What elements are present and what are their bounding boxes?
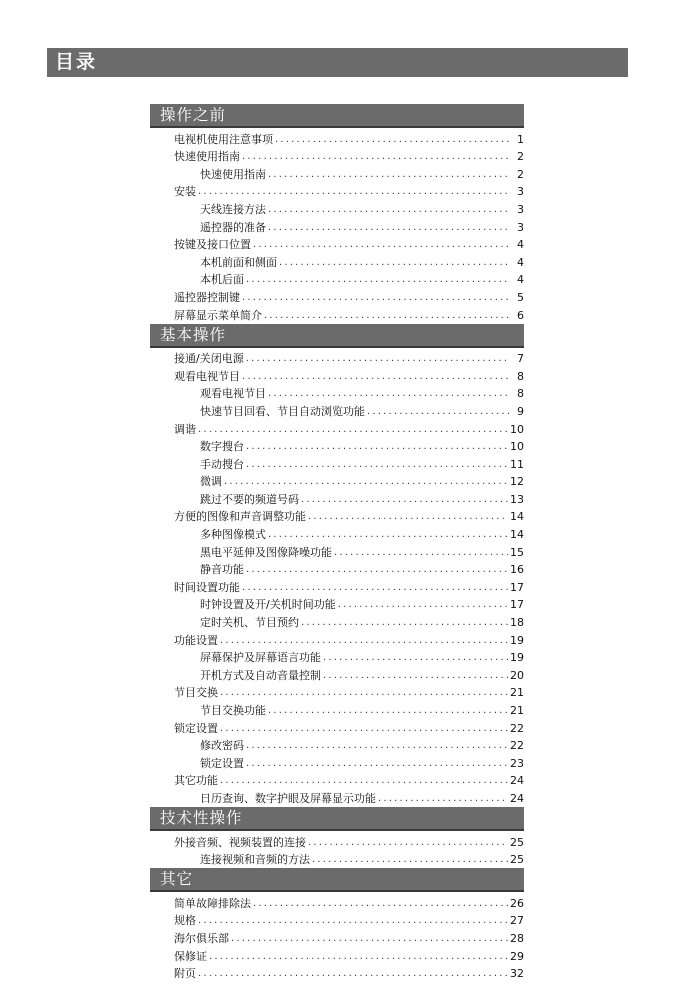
- entry-title: 多种图像模式: [200, 528, 266, 542]
- toc-entry[interactable]: [150, 288, 524, 306]
- page-number: 17: [510, 580, 524, 594]
- entry-title: 按键及接口位置: [174, 238, 251, 252]
- entry-title: 日历查询、数字护眼及屏幕显示功能: [200, 791, 376, 805]
- entry-title: 附页: [174, 967, 196, 981]
- toc-entry[interactable]: [150, 649, 524, 667]
- entry-title: 天线连接方法: [200, 202, 266, 216]
- page-number: 24: [510, 774, 524, 788]
- dot-leader: [198, 912, 508, 929]
- toc-entry[interactable]: [150, 525, 524, 543]
- section-heading: 基本操作: [150, 324, 524, 348]
- dot-leader: [308, 508, 508, 525]
- toc-entry[interactable]: [150, 367, 524, 385]
- entry-title: 本机前面和侧面: [200, 255, 277, 269]
- dot-leader: [323, 649, 508, 666]
- page-number: 18: [510, 616, 524, 630]
- page-number: 3: [517, 220, 524, 234]
- entry-title: 快速使用指南: [200, 167, 266, 181]
- entry-title: 修改密码: [200, 739, 244, 753]
- dot-leader: [220, 684, 508, 701]
- page-number: 10: [510, 440, 524, 454]
- toc-entry[interactable]: [150, 833, 524, 851]
- entry-title: 微调: [200, 475, 222, 489]
- page-number: 7: [517, 352, 524, 366]
- dot-leader: [242, 148, 510, 165]
- toc-entry[interactable]: [150, 420, 524, 438]
- page-number: 25: [510, 835, 524, 849]
- entry-title: 保修证: [174, 949, 207, 963]
- page-number: 12: [510, 475, 524, 489]
- toc-entry[interactable]: [150, 402, 524, 420]
- section-heading: 操作之前: [150, 104, 524, 128]
- dot-leader: [308, 834, 508, 851]
- dot-leader: [253, 236, 510, 253]
- toc-entry[interactable]: [150, 912, 524, 930]
- entry-title: 方便的图像和声音调整功能: [174, 510, 306, 524]
- toc-entry[interactable]: [150, 561, 524, 579]
- page-number: 9: [517, 404, 524, 418]
- entry-title: 遥控器的准备: [200, 220, 266, 234]
- entry-title: 本机后面: [200, 273, 244, 287]
- page-number: 1: [517, 132, 524, 146]
- page-number: 15: [510, 545, 524, 559]
- page-number: 3: [517, 202, 524, 216]
- entry-title: 节目交换功能: [200, 704, 266, 717]
- page-number: 2: [517, 167, 524, 181]
- toc-entry[interactable]: [150, 130, 524, 148]
- toc-entry[interactable]: [150, 183, 524, 201]
- page-number: 4: [517, 255, 524, 269]
- toc-entry[interactable]: [150, 631, 524, 649]
- toc-entry[interactable]: [150, 772, 524, 790]
- dot-leader: [198, 183, 510, 200]
- page-number: 14: [510, 528, 524, 542]
- dot-leader: [264, 307, 510, 324]
- entry-title: 开机方式及自动音量控制: [200, 668, 321, 682]
- entry-title: 海尔俱乐部: [174, 931, 229, 945]
- entry-title: 时钟设置及开/关机时间功能: [200, 598, 336, 612]
- dot-leader: [268, 526, 508, 543]
- entry-title: 遥控器控制键: [174, 290, 240, 304]
- entry-title: 接通/关闭电源: [174, 352, 244, 366]
- page-number: 27: [510, 914, 524, 928]
- entry-title: 屏幕显示菜单简介: [174, 308, 262, 322]
- toc-entry[interactable]: [150, 684, 524, 702]
- entry-title: 锁定设置: [174, 721, 218, 735]
- toc-entry[interactable]: [150, 490, 524, 508]
- toc-entry[interactable]: [150, 455, 524, 473]
- toc-entry[interactable]: [150, 578, 524, 596]
- page-number: 21: [510, 704, 524, 717]
- page-number: 11: [510, 457, 524, 471]
- entry-title: 调谐: [174, 422, 196, 436]
- dot-leader: [338, 596, 508, 613]
- entry-title: 屏幕保护及屏幕语言功能: [200, 651, 321, 665]
- entry-title: 快速节目回看、节目自动浏览功能: [200, 404, 365, 418]
- dot-leader: [367, 403, 510, 420]
- dot-leader: [253, 895, 508, 912]
- page-number: 22: [510, 739, 524, 753]
- toc-entry[interactable]: [150, 271, 524, 289]
- toc-section: [150, 104, 524, 324]
- page-number: 21: [510, 686, 524, 700]
- toc-entry[interactable]: [150, 666, 524, 684]
- dot-leader: [312, 851, 508, 868]
- page-title: 目录: [47, 48, 628, 77]
- entry-title: 规格: [174, 914, 196, 928]
- table-of-contents: [150, 104, 524, 982]
- dot-leader: [246, 561, 508, 578]
- page-number: 8: [517, 387, 524, 401]
- dot-leader: [209, 948, 508, 965]
- toc-entry[interactable]: [150, 789, 524, 807]
- dot-leader: [268, 702, 508, 719]
- dot-leader: [246, 456, 508, 473]
- toc-entry[interactable]: [150, 306, 524, 324]
- dot-leader: [220, 632, 508, 649]
- dot-leader: [323, 667, 508, 684]
- toc-section: [150, 868, 524, 982]
- entry-title: 快速使用指南: [174, 150, 240, 164]
- dot-leader: [246, 755, 508, 772]
- entry-title: 黑电平延伸及图像降噪功能: [200, 545, 332, 559]
- toc-section: [150, 324, 524, 807]
- toc-entry[interactable]: [150, 218, 524, 236]
- entry-title: 定时关机、节目预约: [200, 616, 299, 630]
- page-number: 24: [510, 791, 524, 805]
- entry-title: 功能设置: [174, 633, 218, 647]
- toc-entry[interactable]: [150, 385, 524, 403]
- dot-leader: [378, 790, 508, 807]
- entry-title: 电视机使用注意事项: [174, 132, 273, 146]
- dot-leader: [242, 368, 510, 385]
- entry-title: 其它功能: [174, 774, 218, 788]
- dot-leader: [334, 544, 508, 561]
- toc-entry[interactable]: [150, 701, 524, 719]
- page-number: 29: [510, 949, 524, 963]
- toc-entry[interactable]: [150, 851, 524, 869]
- entry-title: 跳过不要的频道号码: [200, 492, 299, 506]
- entry-title: 锁定设置: [200, 756, 244, 770]
- toc-entry[interactable]: [150, 253, 524, 271]
- page-number: 2: [517, 150, 524, 164]
- page-number: 23: [510, 756, 524, 770]
- page-number: 26: [510, 896, 524, 910]
- dot-leader: [301, 614, 508, 631]
- toc-entry[interactable]: [150, 737, 524, 755]
- dot-leader: [231, 930, 508, 947]
- toc-entry[interactable]: [150, 613, 524, 631]
- toc-entry[interactable]: [150, 236, 524, 254]
- toc-entry[interactable]: [150, 543, 524, 561]
- dot-leader: [242, 579, 508, 596]
- page-number: 3: [517, 185, 524, 199]
- entry-title: 手动搜台: [200, 457, 244, 471]
- page-number: 28: [510, 931, 524, 945]
- entry-title: 外接音频、视频装置的连接: [174, 835, 306, 849]
- toc-entry[interactable]: [150, 200, 524, 218]
- toc-entry[interactable]: [150, 165, 524, 183]
- dot-leader: [246, 438, 508, 455]
- dot-leader: [246, 271, 510, 288]
- toc-entry[interactable]: [150, 350, 524, 368]
- toc-entry[interactable]: [150, 596, 524, 614]
- entry-title: 静音功能: [200, 563, 244, 577]
- dot-leader: [246, 737, 508, 754]
- entry-title: 数字搜台: [200, 440, 244, 454]
- page-number: 8: [517, 369, 524, 383]
- page-number: 22: [510, 721, 524, 735]
- page-number: 4: [517, 273, 524, 287]
- dot-leader: [198, 965, 508, 982]
- dot-leader: [268, 385, 510, 402]
- page-number: 19: [510, 633, 524, 647]
- entry-title: 节目交换: [174, 686, 218, 700]
- dot-leader: [268, 166, 510, 183]
- dot-leader: [246, 350, 510, 367]
- dot-leader: [268, 201, 510, 218]
- dot-leader: [220, 772, 508, 789]
- section-heading: 技术性操作: [150, 807, 524, 831]
- page-number: 16: [510, 563, 524, 577]
- dot-leader: [279, 254, 510, 271]
- entry-title: 观看电视节目: [200, 387, 266, 401]
- dot-leader: [220, 720, 508, 737]
- page-number: 17: [510, 598, 524, 612]
- dot-leader: [301, 491, 508, 508]
- dot-leader: [242, 289, 510, 306]
- page-number: 20: [510, 668, 524, 682]
- page-number: 25: [510, 853, 524, 867]
- section-heading: 其它: [150, 868, 524, 892]
- page-number: 4: [517, 238, 524, 252]
- toc-entry[interactable]: [150, 754, 524, 772]
- page-number: 6: [517, 308, 524, 322]
- page-number: 5: [517, 290, 524, 304]
- toc-section: [150, 807, 524, 868]
- page-number: 14: [510, 510, 524, 524]
- toc-entry[interactable]: [150, 894, 524, 912]
- toc-entry[interactable]: [150, 148, 524, 166]
- dot-leader: [268, 219, 510, 236]
- page-number: 13: [510, 492, 524, 506]
- entry-title: 简单故障排除法: [174, 896, 251, 910]
- dot-leader: [275, 131, 510, 148]
- toc-entry[interactable]: [150, 473, 524, 491]
- entry-title: 时间设置功能: [174, 580, 240, 594]
- page-number: 19: [510, 651, 524, 665]
- toc-entry[interactable]: [150, 438, 524, 456]
- dot-leader: [224, 473, 508, 490]
- dot-leader: [198, 421, 508, 438]
- page-number: 32: [510, 967, 524, 981]
- toc-entry[interactable]: [150, 508, 524, 526]
- toc-entry[interactable]: [150, 947, 524, 965]
- toc-entry[interactable]: [150, 929, 524, 947]
- entry-title: 安装: [174, 185, 196, 199]
- toc-entry[interactable]: [150, 965, 524, 983]
- toc-entry[interactable]: [150, 719, 524, 737]
- entry-title: 连接视频和音频的方法: [200, 853, 310, 867]
- entry-title: 观看电视节目: [174, 369, 240, 383]
- page-number: 10: [510, 422, 524, 436]
